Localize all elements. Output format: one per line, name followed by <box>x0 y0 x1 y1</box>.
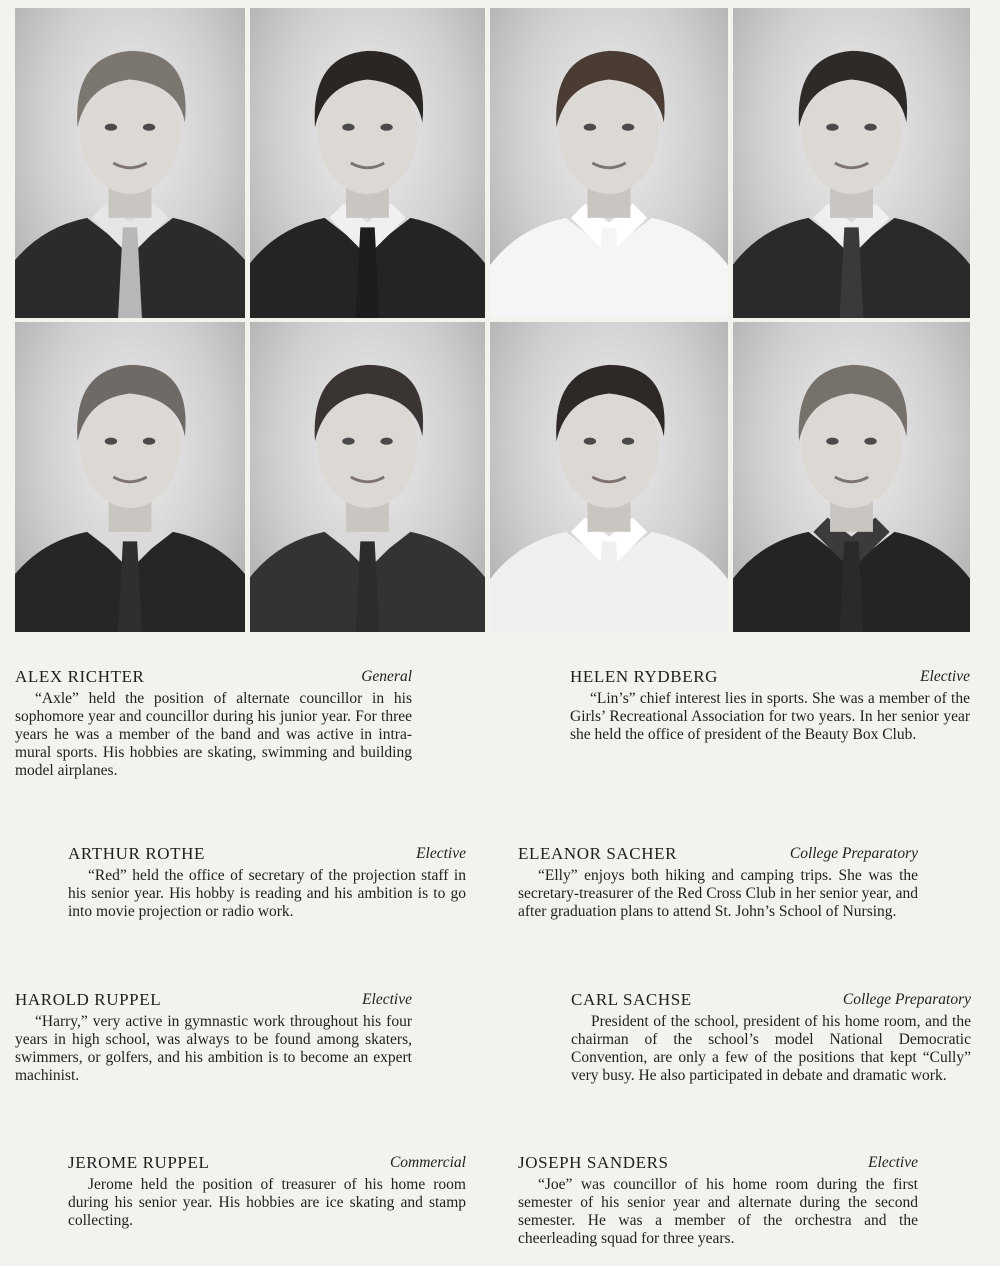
portrait-carl-sachse <box>490 322 728 632</box>
entry-name: ARTHUR ROTHE <box>68 844 205 863</box>
portrait-eye <box>143 124 155 131</box>
entry-bio: “Elly” enjoys both hiking and camping trips. She was the secretary-treasurer of the Red Cross Club in her senior year, and after graduation plans to attend St. John’s School of Nursing. <box>518 867 918 920</box>
entry-name: JEROME RUPPEL <box>68 1153 210 1172</box>
entry-name: ELEANOR SACHER <box>518 844 678 863</box>
portrait-eye <box>622 124 634 131</box>
portrait-eye <box>584 438 596 445</box>
portrait-eye <box>864 438 876 445</box>
entry-bio: “Red” held the office of secretary of the projection staff in his senior year. His hobby is reading and his ambition is to go into movie projection or radio work. <box>68 867 466 920</box>
portrait-eye <box>584 124 596 131</box>
entry-name: HELEN RYDBERG <box>570 667 719 686</box>
portrait-alex-richter <box>15 8 245 318</box>
portrait-eye <box>826 124 838 131</box>
portrait-eye <box>143 438 155 445</box>
entry-harold-ruppel <box>15 990 412 1085</box>
portrait-eye <box>380 124 392 131</box>
portrait-photo <box>250 322 485 632</box>
entry-arthur-rothe <box>68 844 466 921</box>
entry-course: Elective <box>416 845 466 862</box>
entry-carl-sachse <box>571 990 971 1085</box>
entry-alex-richter <box>15 667 412 780</box>
entry-eleanor-sacher <box>518 844 918 921</box>
portrait-eye <box>105 124 117 131</box>
entry-bio: “Axle” held the position of alternate councillor in his sophomore year and councillor during his junior year. For three years he was a member of the band and was active in intra-mural sports. His hobbies are skating, swimming and building model airplanes. <box>15 690 412 779</box>
portrait-harold-ruppel <box>15 322 245 632</box>
portrait-photo <box>490 322 728 632</box>
portrait-eye <box>864 124 876 131</box>
entry-bio: “Lin’s” chief interest lies in sports. She was a member of the Girls’ Recreational Association for two years. In her senior year she held the office of president of the Beauty Box Club. <box>570 690 970 743</box>
entry-course: General <box>361 668 412 685</box>
portrait-grid <box>15 8 970 632</box>
portrait-photo <box>250 8 485 318</box>
portrait-eye <box>105 438 117 445</box>
entry-course: Commercial <box>389 1154 466 1171</box>
entry-bio: “Harry,” very active in gymnastic work throughout his four years in high school, was always to be found among skaters, swimmers, or golfers, and his ambition is to become an expert machinist. <box>15 1013 412 1084</box>
entry-joseph-sanders <box>518 1153 918 1258</box>
entry-bio: President of the school, president of his home room, and the chairman of the school’s model National Democratic Convention, are only a few of the positions that kept “Cully” very busy. He also participated in debate and dramatic work. <box>571 1013 971 1084</box>
entry-course: Elective <box>362 991 412 1008</box>
entry-course: College Preparatory <box>789 845 918 862</box>
entry-name: CARL SACHSE <box>571 990 692 1009</box>
portrait-photo <box>733 8 970 318</box>
portrait-eye <box>826 438 838 445</box>
portrait-photo <box>490 8 728 318</box>
portrait-eye <box>342 124 354 131</box>
portrait-eleanor-sacher <box>733 8 970 318</box>
entry-name: JOSEPH SANDERS <box>518 1153 669 1172</box>
entry-bio: Jerome held the position of treasurer of his home room during his senior year. His hobbies are ice skating and stamp collecting. <box>68 1176 466 1229</box>
entry-course: College Preparatory <box>842 991 971 1008</box>
portrait-photo <box>733 322 970 632</box>
portrait-eye <box>380 438 392 445</box>
portrait-photo <box>15 322 245 632</box>
entry-name: ALEX RICHTER <box>15 667 145 686</box>
entry-name: HAROLD RUPPEL <box>15 990 162 1009</box>
portrait-helen-rydberg <box>490 8 728 318</box>
entry-course: Elective <box>868 1154 918 1171</box>
portrait-jerome-ruppel <box>250 322 485 632</box>
portrait-joseph-sanders <box>733 322 970 632</box>
portrait-photo <box>15 8 245 318</box>
entry-jerome-ruppel <box>68 1153 466 1230</box>
portrait-eye <box>342 438 354 445</box>
portrait-arthur-rothe <box>250 8 485 318</box>
entry-bio: “Joe” was councillor of his home room during the first semester of his senior year and alternate during the second semester. He was a member of the orchestra and the cheerleading squad for three years. <box>518 1176 918 1247</box>
portrait-eye <box>622 438 634 445</box>
entry-helen-rydberg <box>570 667 970 744</box>
entry-course: Elective <box>920 668 970 685</box>
